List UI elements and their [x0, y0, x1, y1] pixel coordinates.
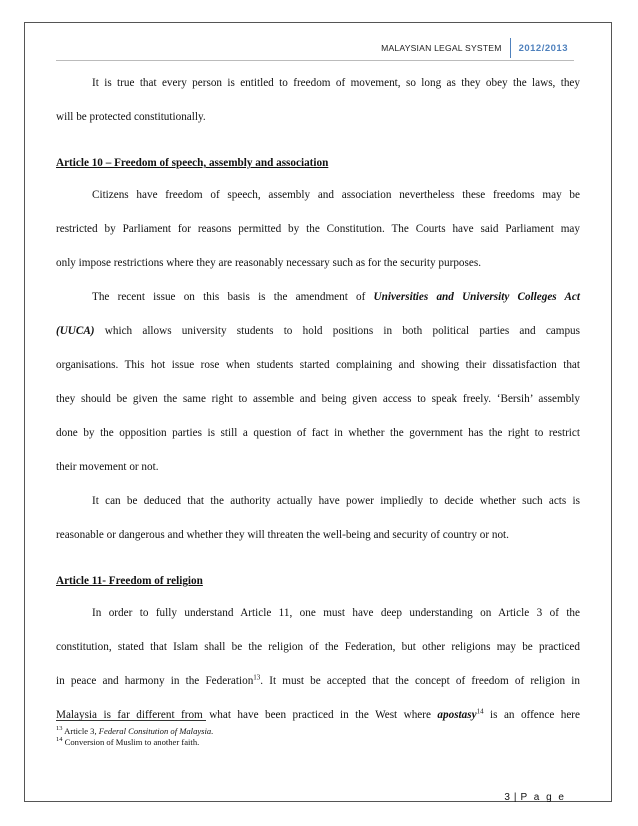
header-rule [56, 60, 574, 61]
paragraph-line: restricted by Parliament for reasons permitted by the Constitution. The Courts have said Parliament may [56, 223, 580, 235]
paragraph-line: only impose restrictions where they are reasonably necessary such as for the security purposes. [56, 257, 481, 269]
paragraph-line: their movement or not. [56, 461, 159, 473]
paragraph-line [56, 314, 580, 348]
intro-line: It is true that every person is entitled to freedom of movement, so long as they obey the laws, they [92, 77, 580, 89]
page-word: P a g e [520, 792, 566, 803]
act-title: Universities and University Colleges Act [373, 291, 580, 303]
footnote [56, 726, 556, 737]
header-title: MALAYSIAN LEGAL SYSTEM [381, 43, 502, 53]
paragraph-line: Citizens have freedom of speech, assembly and association nevertheless these freedoms may be [92, 189, 580, 201]
footnote-number: 14 [56, 736, 63, 744]
footnote [56, 737, 556, 748]
page-header [381, 38, 568, 58]
page-number-separator: | [513, 792, 517, 803]
paragraph-line: they should be given the same right to assemble and being given access to speak freely. ‘Bersih’ assembly [56, 393, 580, 405]
text-span: in peace and harmony in the Federation [56, 675, 254, 687]
paragraph-line [56, 280, 580, 314]
text-span: The recent issue on this basis is the amendment of [92, 291, 374, 303]
footnotes [56, 726, 556, 748]
footnote-text: Article 3, [62, 726, 99, 736]
text-span: . It must be accepted that the concept of freedom of religion in [260, 675, 580, 687]
paragraph-line: In order to fully understand Article 11, one must have deep understanding on Article 3 of the [92, 607, 580, 619]
paragraph-line: organisations. This hot issue rose when students started complaining and showing their dissatisfaction that [56, 359, 580, 371]
paragraph-line: reasonable or dangerous and whether they will threaten the well-being and security of country or not. [56, 529, 509, 541]
paragraph-line [56, 664, 580, 698]
page-number [504, 792, 566, 803]
footnote-text: Conversion of Muslim to another faith. [62, 737, 200, 747]
text-span: is an offence here [483, 709, 580, 721]
intro-line: will be protected constitutionally. [56, 111, 206, 123]
paragraph-line: It can be deduced that the authority actually have power impliedly to decide whether such acts is [92, 495, 580, 507]
header-year: 2012/2013 [518, 42, 568, 54]
footnote-ref: 13 [253, 673, 261, 682]
text-span: which allows university students to hold positions in both political parties and campus [94, 325, 580, 337]
page-number-value: 3 [504, 792, 510, 803]
act-abbreviation: (UUCA) [56, 325, 95, 337]
paragraph-line: constitution, stated that Islam shall be the religion of the Federation, but other religions may be practiced [56, 641, 580, 653]
paragraph-line: done by the opposition parties is still a question of fact in whether the government has the right to restrict [56, 427, 580, 439]
article-10-heading: Article 10 – Freedom of speech, assembly and association [56, 157, 329, 169]
footnote-number: 13 [56, 725, 63, 733]
apostasy-term: apostasy [437, 709, 477, 721]
footnote-italic: Federal Consitution of Malaysia. [98, 726, 214, 736]
footnote-rule [56, 720, 206, 721]
text-span: Malaysia is far different from what have been practiced in the West where [56, 709, 438, 721]
article-11-heading: Article 11- Freedom of religion [56, 575, 203, 587]
footnote-ref: 14 [476, 707, 484, 716]
document-body [56, 66, 580, 732]
